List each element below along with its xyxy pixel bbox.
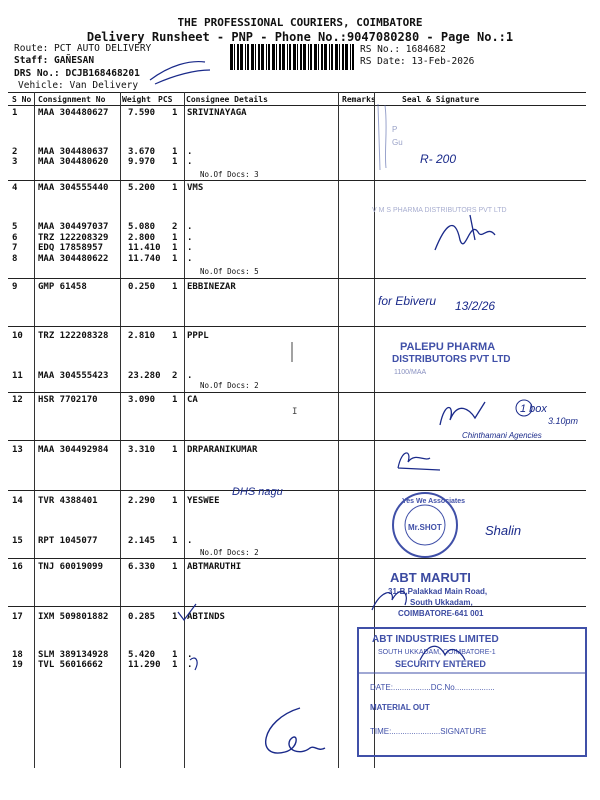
row-pcs: 1: [172, 445, 178, 455]
stamp-abt-line4: COIMBATORE-641 001: [398, 609, 484, 618]
hand-note-count: 1 box: [520, 403, 547, 415]
row12-mark: I: [292, 407, 298, 417]
row-weight: 3.090: [128, 395, 156, 405]
row-weight: 6.330: [128, 562, 156, 572]
col-pcs: PCS: [158, 95, 173, 104]
row-weight: 5.420: [128, 650, 156, 660]
row-pcs: 1: [172, 282, 178, 292]
stamp-abt-line2: 31-B,Palakkad Main Road,: [388, 587, 488, 596]
row-consignee: EBBINEZAR: [187, 282, 236, 292]
stamp-yes-we-line2: Mr.SHOT: [408, 523, 442, 532]
row-pcs: 1: [172, 650, 178, 660]
route-label: Route: PCT AUTO DELIVERY: [14, 43, 152, 54]
row-sno: 14: [12, 496, 23, 506]
row-consignment: IXM 509801882: [38, 612, 109, 622]
row-sno: 6: [12, 233, 18, 243]
row-weight: 5.080: [128, 222, 156, 232]
stamp-abtind-material: MATERIAL OUT: [370, 703, 430, 712]
row-weight: 2.145: [128, 536, 156, 546]
hand-note-rs200: R- 200: [420, 152, 457, 166]
row-consignment: TRZ 122208328: [38, 331, 109, 341]
row-sno: 11: [12, 371, 23, 381]
row-weight: 11.410: [128, 243, 161, 253]
stamp-abtind-date: DATE:.................DC.No..................: [370, 683, 495, 692]
stamp-abtind-line1: ABT INDUSTRIES LIMITED: [372, 634, 499, 645]
doc-count: No.Of Docs: 5: [200, 267, 259, 276]
staff-label: Staff: GAÑESAN: [14, 55, 95, 66]
row-consignee: .: [187, 222, 193, 232]
row-consignee: .: [187, 233, 193, 243]
row-weight: 11.290: [128, 660, 161, 670]
stamp-abtind-line2: SOUTH UKKADAM, COIMBATORE-1: [378, 649, 496, 656]
row-pcs: 1: [172, 147, 178, 157]
row-sno: 3: [12, 157, 18, 167]
row-consignee: .: [187, 660, 193, 670]
doc-count: No.Of Docs: 2: [200, 381, 259, 390]
checkmark-icon: [178, 604, 197, 670]
faded-stamp-text: V M S PHARMA DISTRIBUTORS PVT LTD: [372, 207, 507, 214]
hand-note-for-ebi: for Ebiveru: [378, 294, 437, 308]
stamp-abt-industries: [358, 628, 586, 756]
vehicle-label: Vehicle: Van Delivery: [18, 80, 139, 91]
runsheet-title: Delivery Runsheet - PNP - Phone No.:9047080280 - Page No.:1: [86, 30, 514, 44]
row-sno: 8: [12, 254, 18, 264]
row-consignee: .: [187, 157, 193, 167]
row-consignment: MAA 304480620: [38, 157, 109, 167]
row-consignee: .: [187, 147, 193, 157]
row-consignment: TVL 56016662: [38, 660, 104, 670]
row-pcs: 1: [172, 157, 178, 167]
row-consignment: HSR 7702170: [38, 395, 98, 405]
row-pcs: 1: [172, 660, 178, 670]
row-weight: 5.200: [128, 183, 156, 193]
row-consignee: SRIVINAYAGA: [187, 108, 247, 118]
row-sno: 12: [12, 395, 23, 405]
row-weight: 2.800: [128, 233, 156, 243]
row-sno: 2: [12, 147, 18, 157]
row-pcs: 1: [172, 183, 178, 193]
row-pcs: 1: [172, 612, 178, 622]
row-pcs: 1: [172, 243, 178, 253]
stamp-abtind-line3: SECURITY ENTERED: [395, 659, 486, 669]
row-weight: 3.670: [128, 147, 156, 157]
row-weight: 0.250: [128, 282, 156, 292]
row-consignment: MAA 304555440: [38, 183, 109, 193]
hand-note-date: 13/2/26: [455, 299, 496, 313]
row-consignment: MAA 304492984: [38, 445, 109, 455]
row-consignee: .: [187, 243, 193, 253]
hand-note-time: 3.10pm: [548, 416, 579, 426]
row-consignment: MAA 304480622: [38, 254, 109, 264]
stamp-palepu-line1: PALEPU PHARMA: [400, 341, 496, 353]
stamp-yes-we-line1: Yes We Associates: [402, 498, 466, 505]
signature-bottom: [266, 708, 325, 753]
row-weight: 11.740: [128, 254, 161, 264]
stamp-abt-line3: South Ukkadam,: [410, 598, 473, 607]
col-consignee: Consignee Details: [186, 95, 268, 104]
rs-date: RS Date: 13-Feb-2026: [360, 56, 475, 67]
faded-stamp-text: P: [392, 125, 398, 134]
row-consignee: ABTMARUTHI: [187, 562, 242, 572]
col-signature: Seal & Signature: [402, 95, 480, 104]
row-consignment: EDQ 17858957: [38, 243, 104, 253]
row-sno: 7: [12, 243, 18, 253]
row-pcs: 1: [172, 254, 178, 264]
row-weight: 3.310: [128, 445, 156, 455]
hand-note-name: DHS nagu: [232, 486, 283, 498]
row-sno: 5: [12, 222, 18, 232]
row-pcs: 1: [172, 562, 178, 572]
row-consignment: RPT 1045077: [38, 536, 98, 546]
row-sno: 16: [12, 562, 23, 572]
col-remarks: Remarks: [342, 95, 376, 104]
row-sno: 9: [12, 282, 18, 292]
row-weight: 0.285: [128, 612, 156, 622]
row-pcs: 2: [172, 371, 178, 381]
row-consignment: SLM 389134928: [38, 650, 109, 660]
row-consignment: MAA 304480637: [38, 147, 109, 157]
row-consignment: MAA 304497037: [38, 222, 109, 232]
signature-row4: [435, 215, 495, 250]
row-weight: 23.280: [128, 371, 161, 381]
hand-note-shalini: Shalin: [485, 523, 522, 538]
row-pcs: 1: [172, 395, 178, 405]
row-pcs: 1: [172, 496, 178, 506]
stamp-palepu-line2: DISTRIBUTORS PVT LTD: [392, 354, 511, 365]
row-sno: 18: [12, 650, 23, 660]
stamp-abtind-time: TIME:......................SIGNATURE: [370, 727, 487, 736]
doc-count: No.Of Docs: 3: [200, 170, 259, 179]
faded-stamp-text: 1100/MAA: [394, 369, 427, 376]
row-pcs: 1: [172, 536, 178, 546]
row-consignment: GMP 61458: [38, 282, 87, 292]
row-sno: 19: [12, 660, 23, 670]
col-consignment: Consignment No: [38, 95, 106, 104]
row-consignment: MAA 304555423: [38, 371, 109, 381]
row-weight: 2.810: [128, 331, 156, 341]
row-sno: 4: [12, 183, 18, 193]
doc-count: No.Of Docs: 2: [200, 548, 259, 557]
row-consignment: MAA 304480627: [38, 108, 109, 118]
row-sno: 10: [12, 331, 23, 341]
remark-scribble: [378, 104, 386, 170]
company-name: THE PROFESSIONAL COURIERS, COIMBATORE: [177, 16, 423, 29]
drs-number: DRS No.: DCJB168468201: [14, 68, 140, 79]
row-weight: 2.290: [128, 496, 156, 506]
rs-number: RS No.: 1684682: [360, 44, 446, 55]
col-weight: Weight: [122, 95, 151, 104]
row-weight: 9.970: [128, 157, 156, 167]
signature-row13: [398, 453, 440, 470]
faded-stamp-text: Gu: [392, 138, 403, 147]
row-consignee: CA: [187, 395, 198, 405]
row-pcs: 2: [172, 222, 178, 232]
col-sno: S No: [12, 95, 32, 104]
row-consignment: TNJ 60019099: [38, 562, 104, 572]
row-pcs: 1: [172, 233, 178, 243]
row-pcs: 1: [172, 108, 178, 118]
header-scribble: [150, 62, 210, 84]
row-sno: 15: [12, 536, 23, 546]
row-weight: 7.590: [128, 108, 156, 118]
row-sno: 17: [12, 612, 23, 622]
row-sno: 13: [12, 445, 23, 455]
row-consignment: TRZ 122208329: [38, 233, 109, 243]
row-sno: 1: [12, 108, 18, 118]
row-consignee: .: [187, 371, 193, 381]
row-consignee: VMS: [187, 183, 204, 193]
stamp-abt-line1: ABT MARUTI: [390, 570, 471, 585]
row-pcs: 1: [172, 331, 178, 341]
row-consignee: ABTINDS: [187, 612, 225, 622]
row-consignment: TVR 4388401: [38, 496, 98, 506]
signature-row12: [440, 402, 485, 425]
row-consignee: .: [187, 536, 193, 546]
stamp-chinthamani: Chinthamani Agencies: [462, 431, 542, 440]
row-consignee: .: [187, 254, 193, 264]
row-consignee: PPPL: [187, 331, 209, 341]
row-consignee: DRPARANIKUMAR: [187, 445, 258, 455]
row-consignee: .: [187, 650, 193, 660]
row-consignee: YESWEE: [187, 496, 220, 506]
